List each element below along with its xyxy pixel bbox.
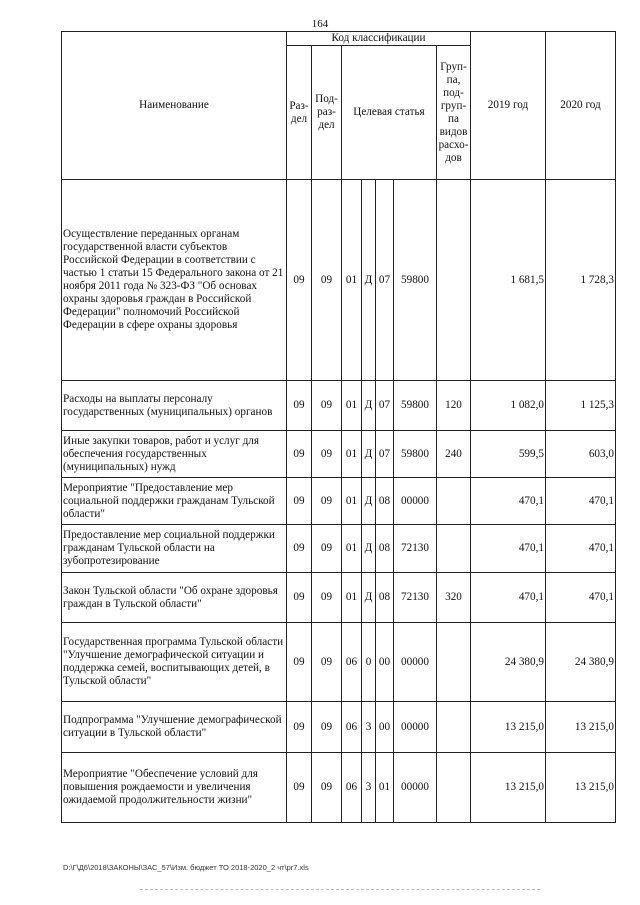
row-expense-group <box>437 478 471 525</box>
row-program-code: 01 <box>342 573 362 623</box>
header-section: Раз- дел <box>287 46 312 180</box>
row-section: 09 <box>287 702 312 753</box>
row-expense-group <box>437 702 471 753</box>
row-section: 09 <box>287 753 312 823</box>
header-subsection: Под- раз- дел <box>312 46 342 180</box>
row-subsection: 09 <box>312 623 342 702</box>
row-amount-2019: 470,1 <box>471 573 546 623</box>
table-row <box>62 381 616 431</box>
row-expense-group <box>437 623 471 702</box>
row-subsection: 09 <box>312 381 342 431</box>
row-subsection: 09 <box>312 702 342 753</box>
row-name: Мероприятие "Обеспечение условий для повышения рождаемости и увеличения ожидаемой продолжительности жизни" <box>62 753 287 823</box>
row-name: Предоставление мер социальной поддержки гражданам Тульской области на зубопротезирование <box>62 525 287 573</box>
row-event-code: 00 <box>376 623 394 702</box>
row-subsection: 09 <box>312 525 342 573</box>
row-direction-code: 00000 <box>394 702 437 753</box>
row-subsection: 09 <box>312 180 342 381</box>
row-direction-code: 72130 <box>394 573 437 623</box>
row-subsection: 09 <box>312 478 342 525</box>
table-row <box>62 525 616 573</box>
footer-file-path: D:\Г\Д6\2018\ЗАКОНЫ\ЗАС_57\Изм. бюджет ТО 2018-2020_2 чт\pr7.xls <box>63 863 309 872</box>
header-target-article: Целевая статья <box>342 46 437 180</box>
row-amount-2020: 603,0 <box>546 431 616 478</box>
row-amount-2019: 599,5 <box>471 431 546 478</box>
row-section: 09 <box>287 525 312 573</box>
row-expense-group <box>437 525 471 573</box>
row-program-code: 01 <box>342 525 362 573</box>
row-subprogram-code: 3 <box>362 702 376 753</box>
row-section: 09 <box>287 431 312 478</box>
row-event-code: 08 <box>376 525 394 573</box>
row-subsection: 09 <box>312 573 342 623</box>
header-2020: 2020 год <box>546 32 616 180</box>
row-event-code: 07 <box>376 431 394 478</box>
table-row <box>62 702 616 753</box>
header-classification: Код классификации <box>287 32 471 46</box>
row-amount-2019: 1 082,0 <box>471 381 546 431</box>
row-section: 09 <box>287 478 312 525</box>
row-amount-2020: 470,1 <box>546 478 616 525</box>
footer-divider <box>140 889 540 890</box>
table-row <box>62 623 616 702</box>
row-event-code: 08 <box>376 573 394 623</box>
row-name: Мероприятие "Предоставление мер социальной поддержки гражданам Тульской области" <box>62 478 287 525</box>
row-direction-code: 00000 <box>394 623 437 702</box>
row-program-code: 06 <box>342 753 362 823</box>
row-direction-code: 00000 <box>394 478 437 525</box>
row-name: Расходы на выплаты персоналу государственных (муниципальных) органов <box>62 381 287 431</box>
page-number: 164 <box>311 18 329 30</box>
row-amount-2019: 1 681,5 <box>471 180 546 381</box>
row-amount-2020: 13 215,0 <box>546 753 616 823</box>
row-direction-code: 59800 <box>394 431 437 478</box>
row-event-code: 00 <box>376 702 394 753</box>
row-amount-2019: 470,1 <box>471 478 546 525</box>
row-subprogram-code: Д <box>362 573 376 623</box>
row-section: 09 <box>287 623 312 702</box>
row-section: 09 <box>287 381 312 431</box>
table-row <box>62 431 616 478</box>
row-direction-code: 00000 <box>394 753 437 823</box>
row-subprogram-code: 0 <box>362 623 376 702</box>
row-amount-2020: 470,1 <box>546 525 616 573</box>
header-2019: 2019 год <box>471 32 546 180</box>
row-program-code: 01 <box>342 478 362 525</box>
row-program-code: 06 <box>342 702 362 753</box>
row-subprogram-code: Д <box>362 180 376 381</box>
table-row <box>62 573 616 623</box>
row-section: 09 <box>287 573 312 623</box>
row-direction-code: 59800 <box>394 180 437 381</box>
row-name: Закон Тульской области "Об охране здоровья граждан в Тульской области" <box>62 573 287 623</box>
row-subprogram-code: Д <box>362 525 376 573</box>
row-subsection: 09 <box>312 431 342 478</box>
row-event-code: 01 <box>376 753 394 823</box>
row-amount-2019: 470,1 <box>471 525 546 573</box>
row-name: Иные закупки товаров, работ и услуг для обеспечения государственных (муниципальных) нужд <box>62 431 287 478</box>
row-event-code: 07 <box>376 381 394 431</box>
row-program-code: 06 <box>342 623 362 702</box>
row-amount-2020: 1 728,3 <box>546 180 616 381</box>
row-amount-2020: 1 125,3 <box>546 381 616 431</box>
row-subprogram-code: 3 <box>362 753 376 823</box>
row-subprogram-code: Д <box>362 431 376 478</box>
row-subprogram-code: Д <box>362 478 376 525</box>
row-amount-2019: 24 380,9 <box>471 623 546 702</box>
row-subsection: 09 <box>312 753 342 823</box>
row-event-code: 08 <box>376 478 394 525</box>
table-row <box>62 478 616 525</box>
row-expense-group: 240 <box>437 431 471 478</box>
row-amount-2020: 13 215,0 <box>546 702 616 753</box>
row-amount-2020: 24 380,9 <box>546 623 616 702</box>
row-name: Осуществление переданных органам государственной власти субъектов Российской Федерации в соответствии с частью 1 статьи 15 Федерального закона от 21 ноября 2011 года № 323-ФЗ "Об основах охраны здоровья граждан в Российской Федерации" полномочий Российской Федерации в сфере охраны здоровья <box>62 180 287 381</box>
row-event-code: 07 <box>376 180 394 381</box>
row-direction-code: 59800 <box>394 381 437 431</box>
budget-table <box>61 31 616 823</box>
row-amount-2020: 470,1 <box>546 573 616 623</box>
row-name: Государственная программа Тульской области "Улучшение демографической ситуации и поддержка семей, воспитывающих детей, в Тульской области" <box>62 623 287 702</box>
header-name: Наименование <box>62 32 287 180</box>
row-amount-2019: 13 215,0 <box>471 753 546 823</box>
row-expense-group <box>437 753 471 823</box>
row-expense-group: 320 <box>437 573 471 623</box>
header-expense-group: Груп- па, под- груп- па видов расхо- дов <box>437 46 471 180</box>
row-name: Подпрограмма "Улучшение демографической ситуации в Тульской области" <box>62 702 287 753</box>
row-program-code: 01 <box>342 180 362 381</box>
header-row-1 <box>62 32 616 46</box>
row-direction-code: 72130 <box>394 525 437 573</box>
table-row <box>62 180 616 381</box>
table-row <box>62 753 616 823</box>
row-program-code: 01 <box>342 381 362 431</box>
row-expense-group: 120 <box>437 381 471 431</box>
row-program-code: 01 <box>342 431 362 478</box>
row-expense-group <box>437 180 471 381</box>
row-section: 09 <box>287 180 312 381</box>
row-amount-2019: 13 215,0 <box>471 702 546 753</box>
row-subprogram-code: Д <box>362 381 376 431</box>
